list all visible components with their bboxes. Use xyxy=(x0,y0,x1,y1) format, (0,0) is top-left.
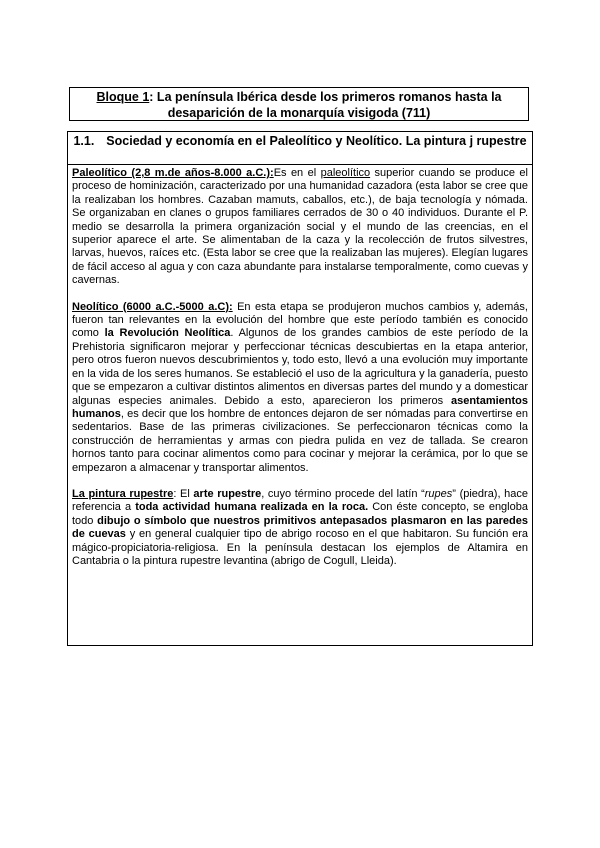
neolitico-heading: Neolítico (6000 a.C.-5000 a.C): xyxy=(72,300,233,313)
block-label: Bloque 1 xyxy=(96,90,150,104)
section-heading xyxy=(68,132,532,165)
pintura-text-3: ” (piedra), hace referencia a xyxy=(72,487,528,514)
paleolitico-text-2: superior cuando se produce el proceso de hominización, caracterizado por una humanidad cazadora (esta labor se cree que la realizaban los hombres. Cazaban mamuts, caballos, etc.), de baja tecnología y nómada. Se organizaban en clanes o grupos familiares cerrados de 30 o 40 individuos. Durante el P. medio se desarrolla la primera organización social y el mundo de las creencias, en el superior aparece el arte. Se alimentaban de la caza y la recolección de frutos silvestres, larvas, huevos, raíces etc. (Esta labor se cree que la realizaban las mujeres). Elegían lugares de fácil acceso al agua y con caza abundante para instalarse temporalmente, como cuevas y cavernas. xyxy=(72,167,528,287)
paleolitico-text-1: Es en el xyxy=(273,167,321,179)
neolitico-bold-2: asentamientos humanos xyxy=(72,394,528,420)
neolitico-text-2: . Algunos de los grandes cambios de este período de la Prehistoria significaron mejorar y perfeccionar técnicas descubiertas en la etapa anterior, pero otros fueron nuevos descubrimientos y, todo esto, llevó a una evolución muy importante en la vida de los seres humanos. Se estableció el uso de la agricultura y la ganadería, puesto que se empezaron a cultivar distintos alimentos en diversas partes del mundo y a domesticar algunas especies animales. Debido a esto, aparecieron los primeros xyxy=(72,327,528,407)
block-title-box xyxy=(69,87,529,121)
block-title: : La península Ibérica desde los primeros romanos hasta la desaparición de la monarquía visigoda (711) xyxy=(149,90,502,120)
neolitico-text-3: , es decir que los hombre de entonces dejaron de ser nómadas para convertirse en sedentarios. Base de las primeras civilizaciones. Se perfeccionaron técnicas como la construcción de herramientas y armas con piedra pulida en vez de tallada. Se crearon hornos tanto para cocinar alimentos como para cocinar y mejorar la cerámica, por lo que se empezaron a almacenar y transportar alimentos. xyxy=(72,407,528,474)
paragraph-paleolitico xyxy=(72,167,528,288)
paleolitico-link[interactable]: paleolítico xyxy=(320,167,371,179)
pintura-bold-3: dibujo o símbolo que nuestros primitivos antepasados plasmaron en las paredes de cuevas xyxy=(72,514,528,541)
section-body xyxy=(68,165,532,568)
pintura-text-2: , cuyo término procede del latín “ xyxy=(261,487,425,500)
pintura-text-1: : El xyxy=(173,487,194,500)
section-card xyxy=(67,131,533,646)
pintura-text-5: y en general cualquier tipo de abrigo rocoso en el que habitaron. Su función era mágico-propiciatoria-religiosa. En la península destacan los ejemplos de Altamira en Cantabria o la pintura rupestre levantina (abrigo de Cogull, Lleida). xyxy=(72,528,528,567)
paleolitico-heading: Paleolítico (2,8 m.de años-8.000 a.C.): xyxy=(72,167,274,179)
pintura-italic-1: rupes xyxy=(424,487,453,500)
paragraph-neolitico xyxy=(72,301,528,475)
pintura-text-4: Con éste concepto, se engloba todo xyxy=(72,501,528,527)
pintura-heading: La pintura rupestre xyxy=(72,487,174,500)
section-number: 1.1. xyxy=(73,134,95,148)
neolitico-bold-1: la Revolución Neolítica xyxy=(104,327,231,340)
pintura-bold-1: arte rupestre xyxy=(193,487,262,500)
section-title: Sociedad y economía en el Paleolítico y Neolítico. La pintura j rupestre xyxy=(106,134,527,148)
pintura-bold-2: toda actividad humana realizada en la roca. xyxy=(135,501,369,514)
paragraph-pintura xyxy=(72,488,528,568)
neolitico-text-1: En esta etapa se produjeron muchos cambios y, además, fueron tan relevantes en la evolución del hombre que este período también es conocido como xyxy=(72,300,528,340)
